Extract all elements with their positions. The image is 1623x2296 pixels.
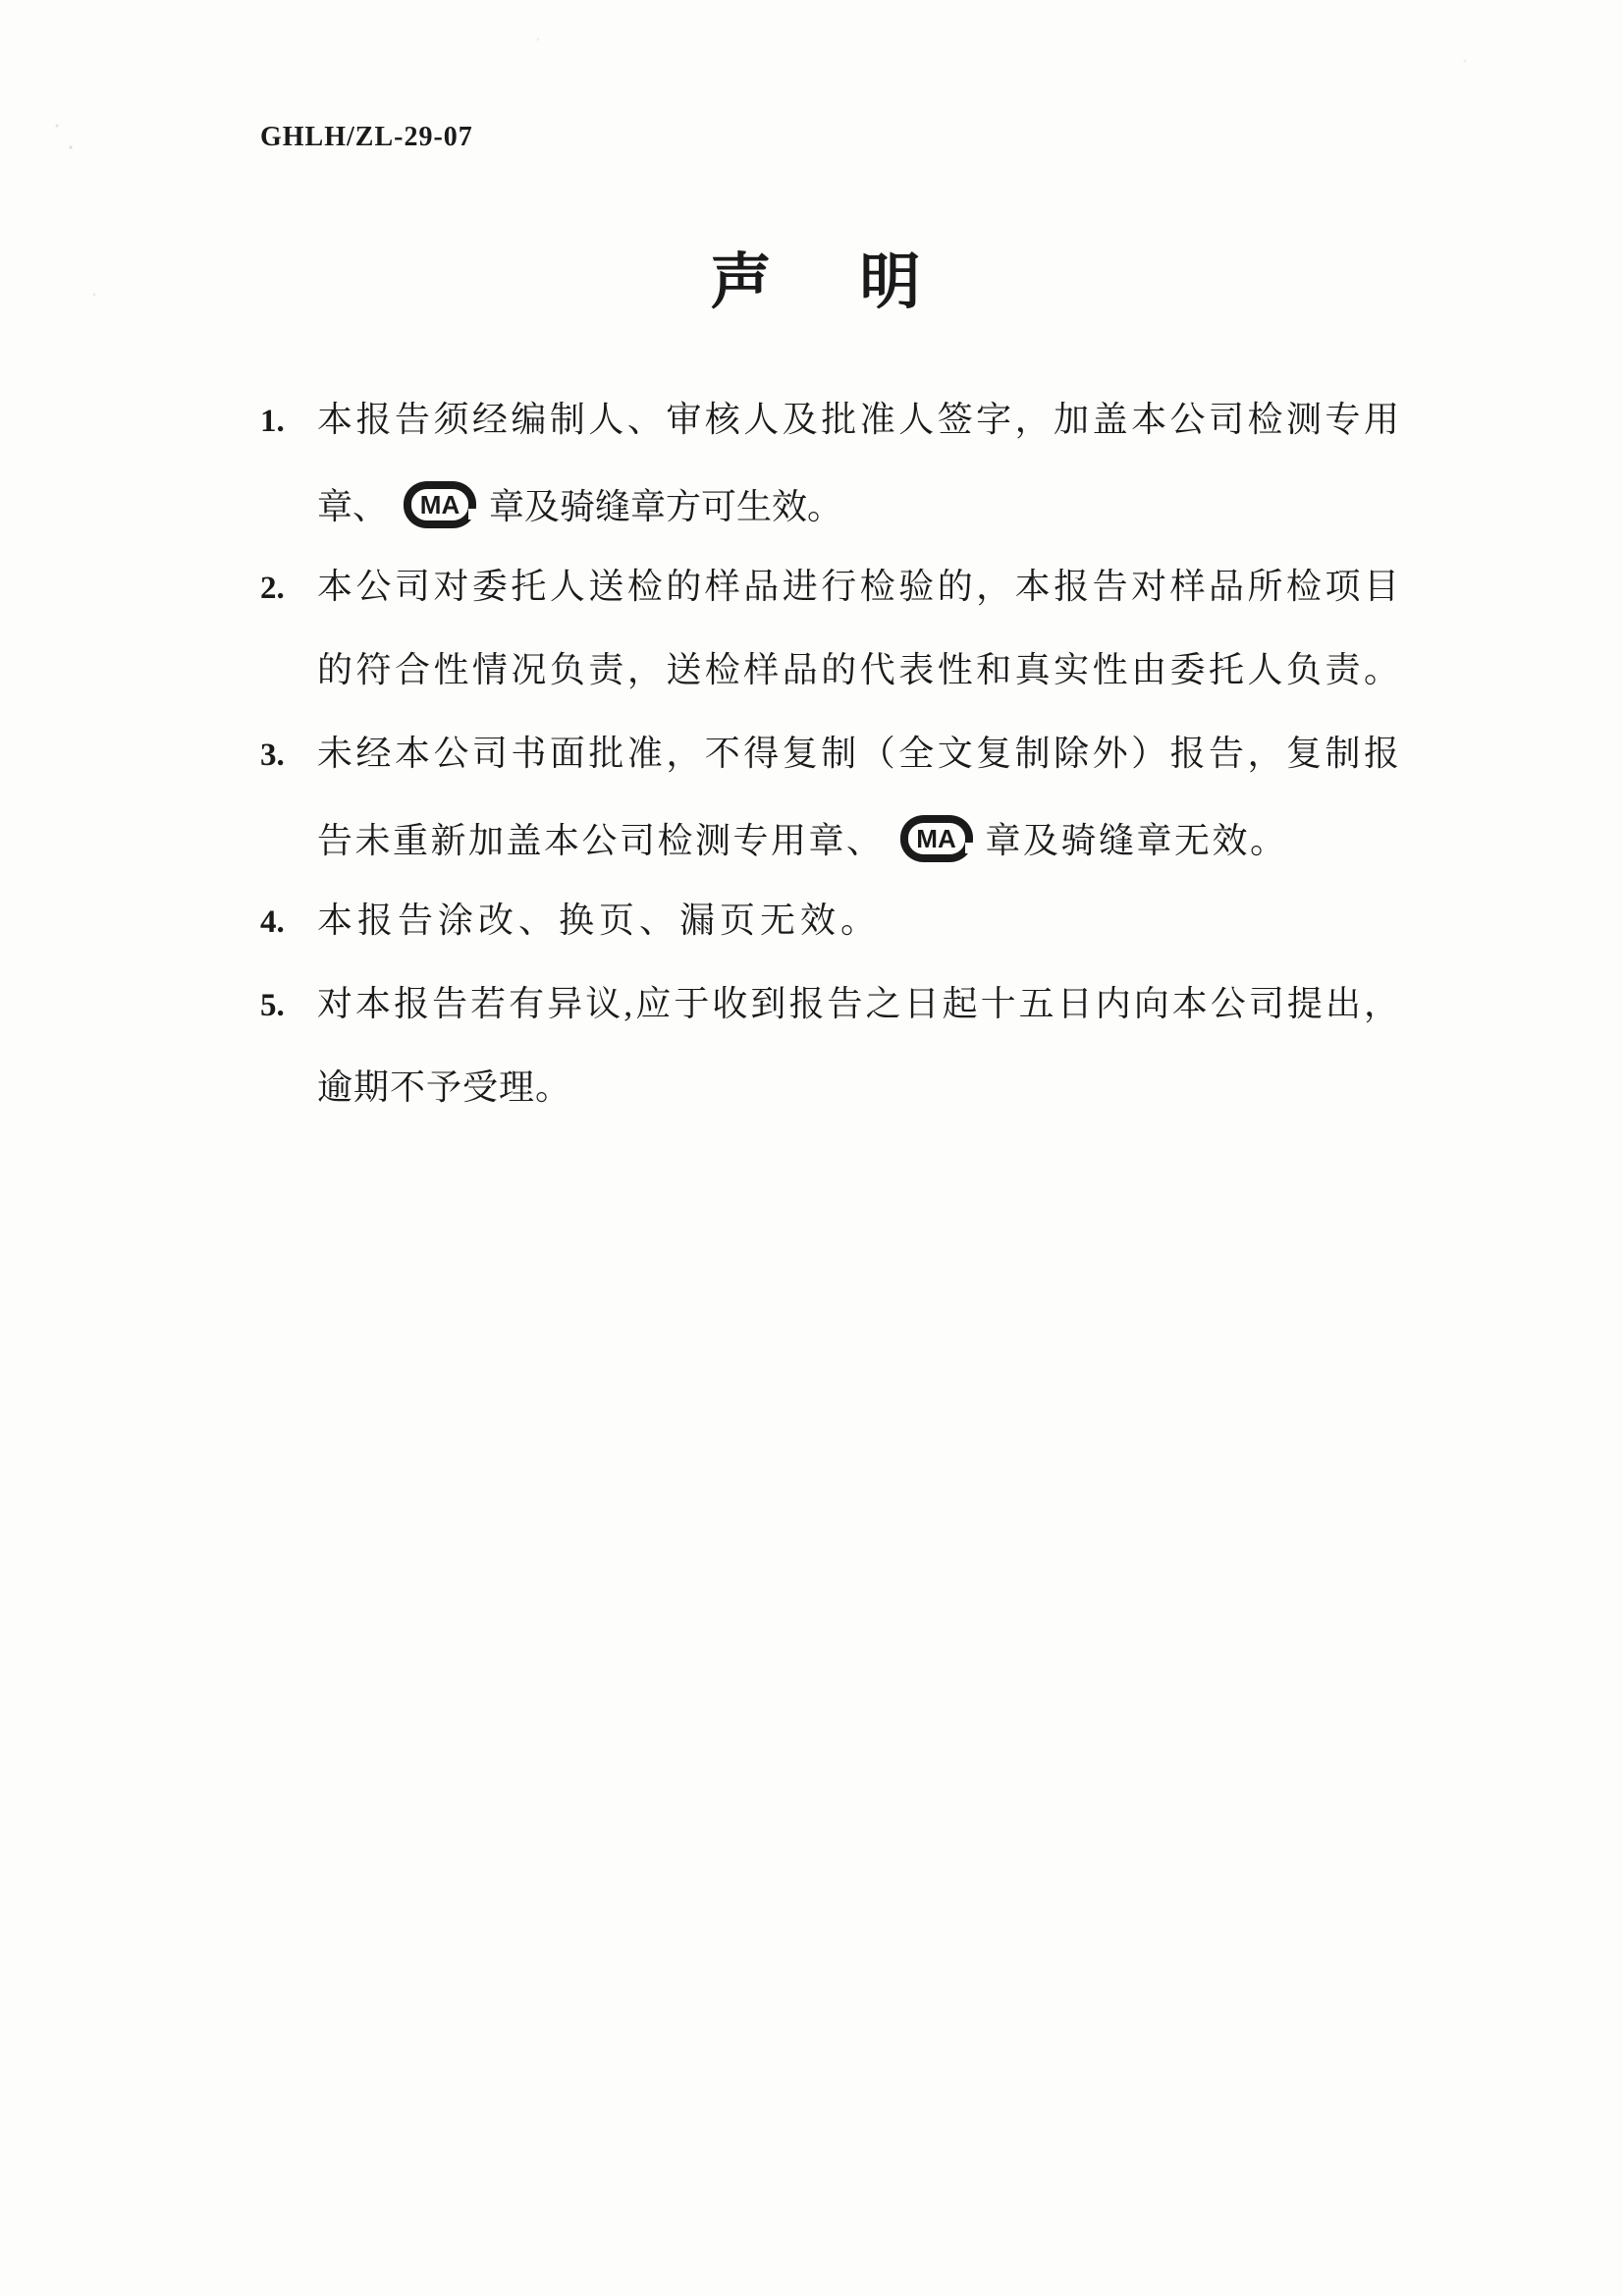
item-5-line-2: 逾期不予受理。: [317, 1067, 572, 1107]
list-item: [260, 982, 1404, 1066]
item-5-line-1: 对本报告若有异议,应于收到报告之日起十五日内向本公司提出，: [317, 984, 1399, 1023]
page-title: 声 明: [710, 249, 935, 316]
list-item: [260, 1066, 1404, 1149]
item-1-line-2: [317, 481, 1404, 528]
item-2-line-1: 本公司对委托人送检的样品进行检验的，本报告对样品所检项目: [317, 567, 1399, 606]
item-number: 2.: [260, 571, 285, 606]
doc-code: GHLH/ZL-29-07: [260, 122, 473, 152]
item-3-line-2-pre: 告未重新加盖本公司检测专用章、: [317, 821, 885, 860]
list-item: [260, 648, 1404, 732]
list-item: [260, 398, 1404, 481]
item-number: 4.: [260, 904, 285, 940]
cma-mark-icon: [900, 815, 973, 862]
item-1-line-1: 本报告须经编制人、审核人及批准人签字，加盖本公司检测专用: [317, 400, 1399, 439]
list-item: [260, 815, 1404, 899]
cma-letters: MA: [916, 824, 956, 853]
list-item: [260, 732, 1404, 815]
item-3-line-1: 未经本公司书面批准，不得复制（全文复制除外）报告，复制报: [317, 734, 1399, 773]
item-number: 3.: [260, 738, 285, 773]
list-item: [260, 481, 1404, 565]
item-number: 5.: [260, 988, 285, 1023]
item-3-line-2: [317, 815, 1404, 862]
cma-mark-icon: [404, 481, 476, 528]
item-number: 1.: [260, 404, 285, 439]
item-1-line-2-pre: 章、: [317, 487, 389, 526]
declaration-list: [260, 398, 1404, 1149]
item-1-line-2-post: 章及骑缝章方可生效。: [489, 487, 843, 526]
item-2-line-2: 的符合性情况负责，送检样品的代表性和真实性由委托人负责。: [317, 650, 1399, 689]
item-4-line-1: 本报告涂改、换页、漏页无效。: [317, 901, 882, 940]
item-3-line-2-post: 章及骑缝章无效。: [985, 821, 1288, 860]
list-item: [260, 565, 1404, 648]
cma-letters: MA: [419, 490, 460, 519]
list-item: [260, 899, 1404, 982]
